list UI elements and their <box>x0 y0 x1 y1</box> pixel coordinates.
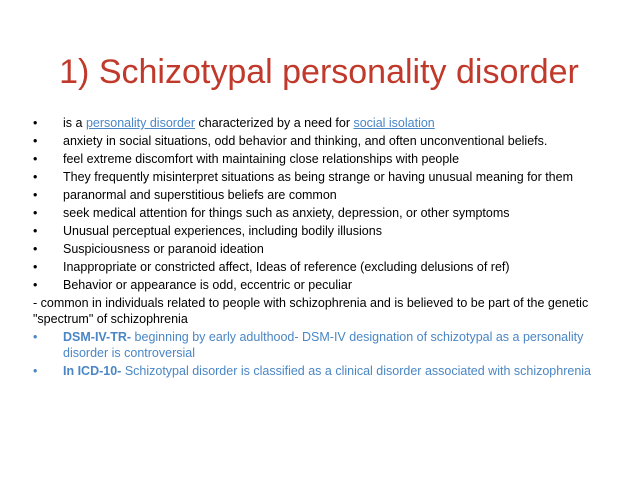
dsm-label: DSM-IV-TR- <box>63 330 132 344</box>
list-item <box>33 241 608 257</box>
item-text: anxiety in social situations, odd behavior and thinking, and often unconventional beliefs. <box>63 134 548 148</box>
item-text: Behavior or appearance is odd, eccentric or peculiar <box>63 278 353 292</box>
slide-content <box>33 115 608 381</box>
bullet: • <box>33 152 38 166</box>
item-text: Schizotypal disorder is classified as a clinical disorder associated with schizophrenia <box>121 364 592 378</box>
list-item <box>33 223 608 239</box>
social-isolation-link[interactable]: social isolation <box>353 116 435 130</box>
item-text: feel extreme discomfort with maintaining close relationships with people <box>63 152 460 166</box>
bullet: • <box>33 170 38 184</box>
bullet: • <box>33 224 38 238</box>
slide-title: 1) Schizotypal personality disorder <box>59 53 579 91</box>
bullet: • <box>33 242 38 256</box>
genetic-spectrum-note: - common in individuals related to people with schizophrenia and is believed to be part of the genetic "spectrum" of schizophrenia <box>33 296 589 326</box>
list-item <box>33 277 608 293</box>
list-item <box>33 133 608 149</box>
list-item <box>33 259 608 275</box>
bullet: • <box>33 364 38 378</box>
item-text: Inappropriate or constricted affect, Ideas of reference (excluding delusions of ref) <box>63 260 510 274</box>
list-item <box>33 187 608 203</box>
bullet: • <box>33 188 38 202</box>
item-text: Unusual perceptual experiences, including bodily illusions <box>63 224 382 238</box>
list-item <box>33 115 608 131</box>
item-text: characterized by a need for <box>195 116 354 130</box>
list-item <box>33 151 608 167</box>
bullet: • <box>33 260 38 274</box>
bullet: • <box>33 278 38 292</box>
item-text: Suspiciousness or paranoid ideation <box>63 242 264 256</box>
list-item <box>33 205 608 221</box>
personality-disorder-link[interactable]: personality disorder <box>85 116 196 130</box>
icd-label: In ICD-10- <box>63 364 122 378</box>
item-text: beginning by early adulthood- DSM-IV designation of schizotypal as a personality disorder is controversial <box>63 330 584 360</box>
bullet: • <box>33 134 38 148</box>
bullet: • <box>33 206 38 220</box>
item-text: is a <box>63 116 86 130</box>
list-item-icd <box>33 363 608 379</box>
item-text: They frequently misinterpret situations as being strange or having unusual meaning for them <box>63 170 574 184</box>
list-item-dsm <box>33 329 608 361</box>
list-item <box>33 169 608 185</box>
item-text: paranormal and superstitious beliefs are common <box>63 188 337 202</box>
item-text: seek medical attention for things such as anxiety, depression, or other symptoms <box>63 206 510 220</box>
bullet: • <box>33 330 38 344</box>
bullet: • <box>33 116 38 130</box>
